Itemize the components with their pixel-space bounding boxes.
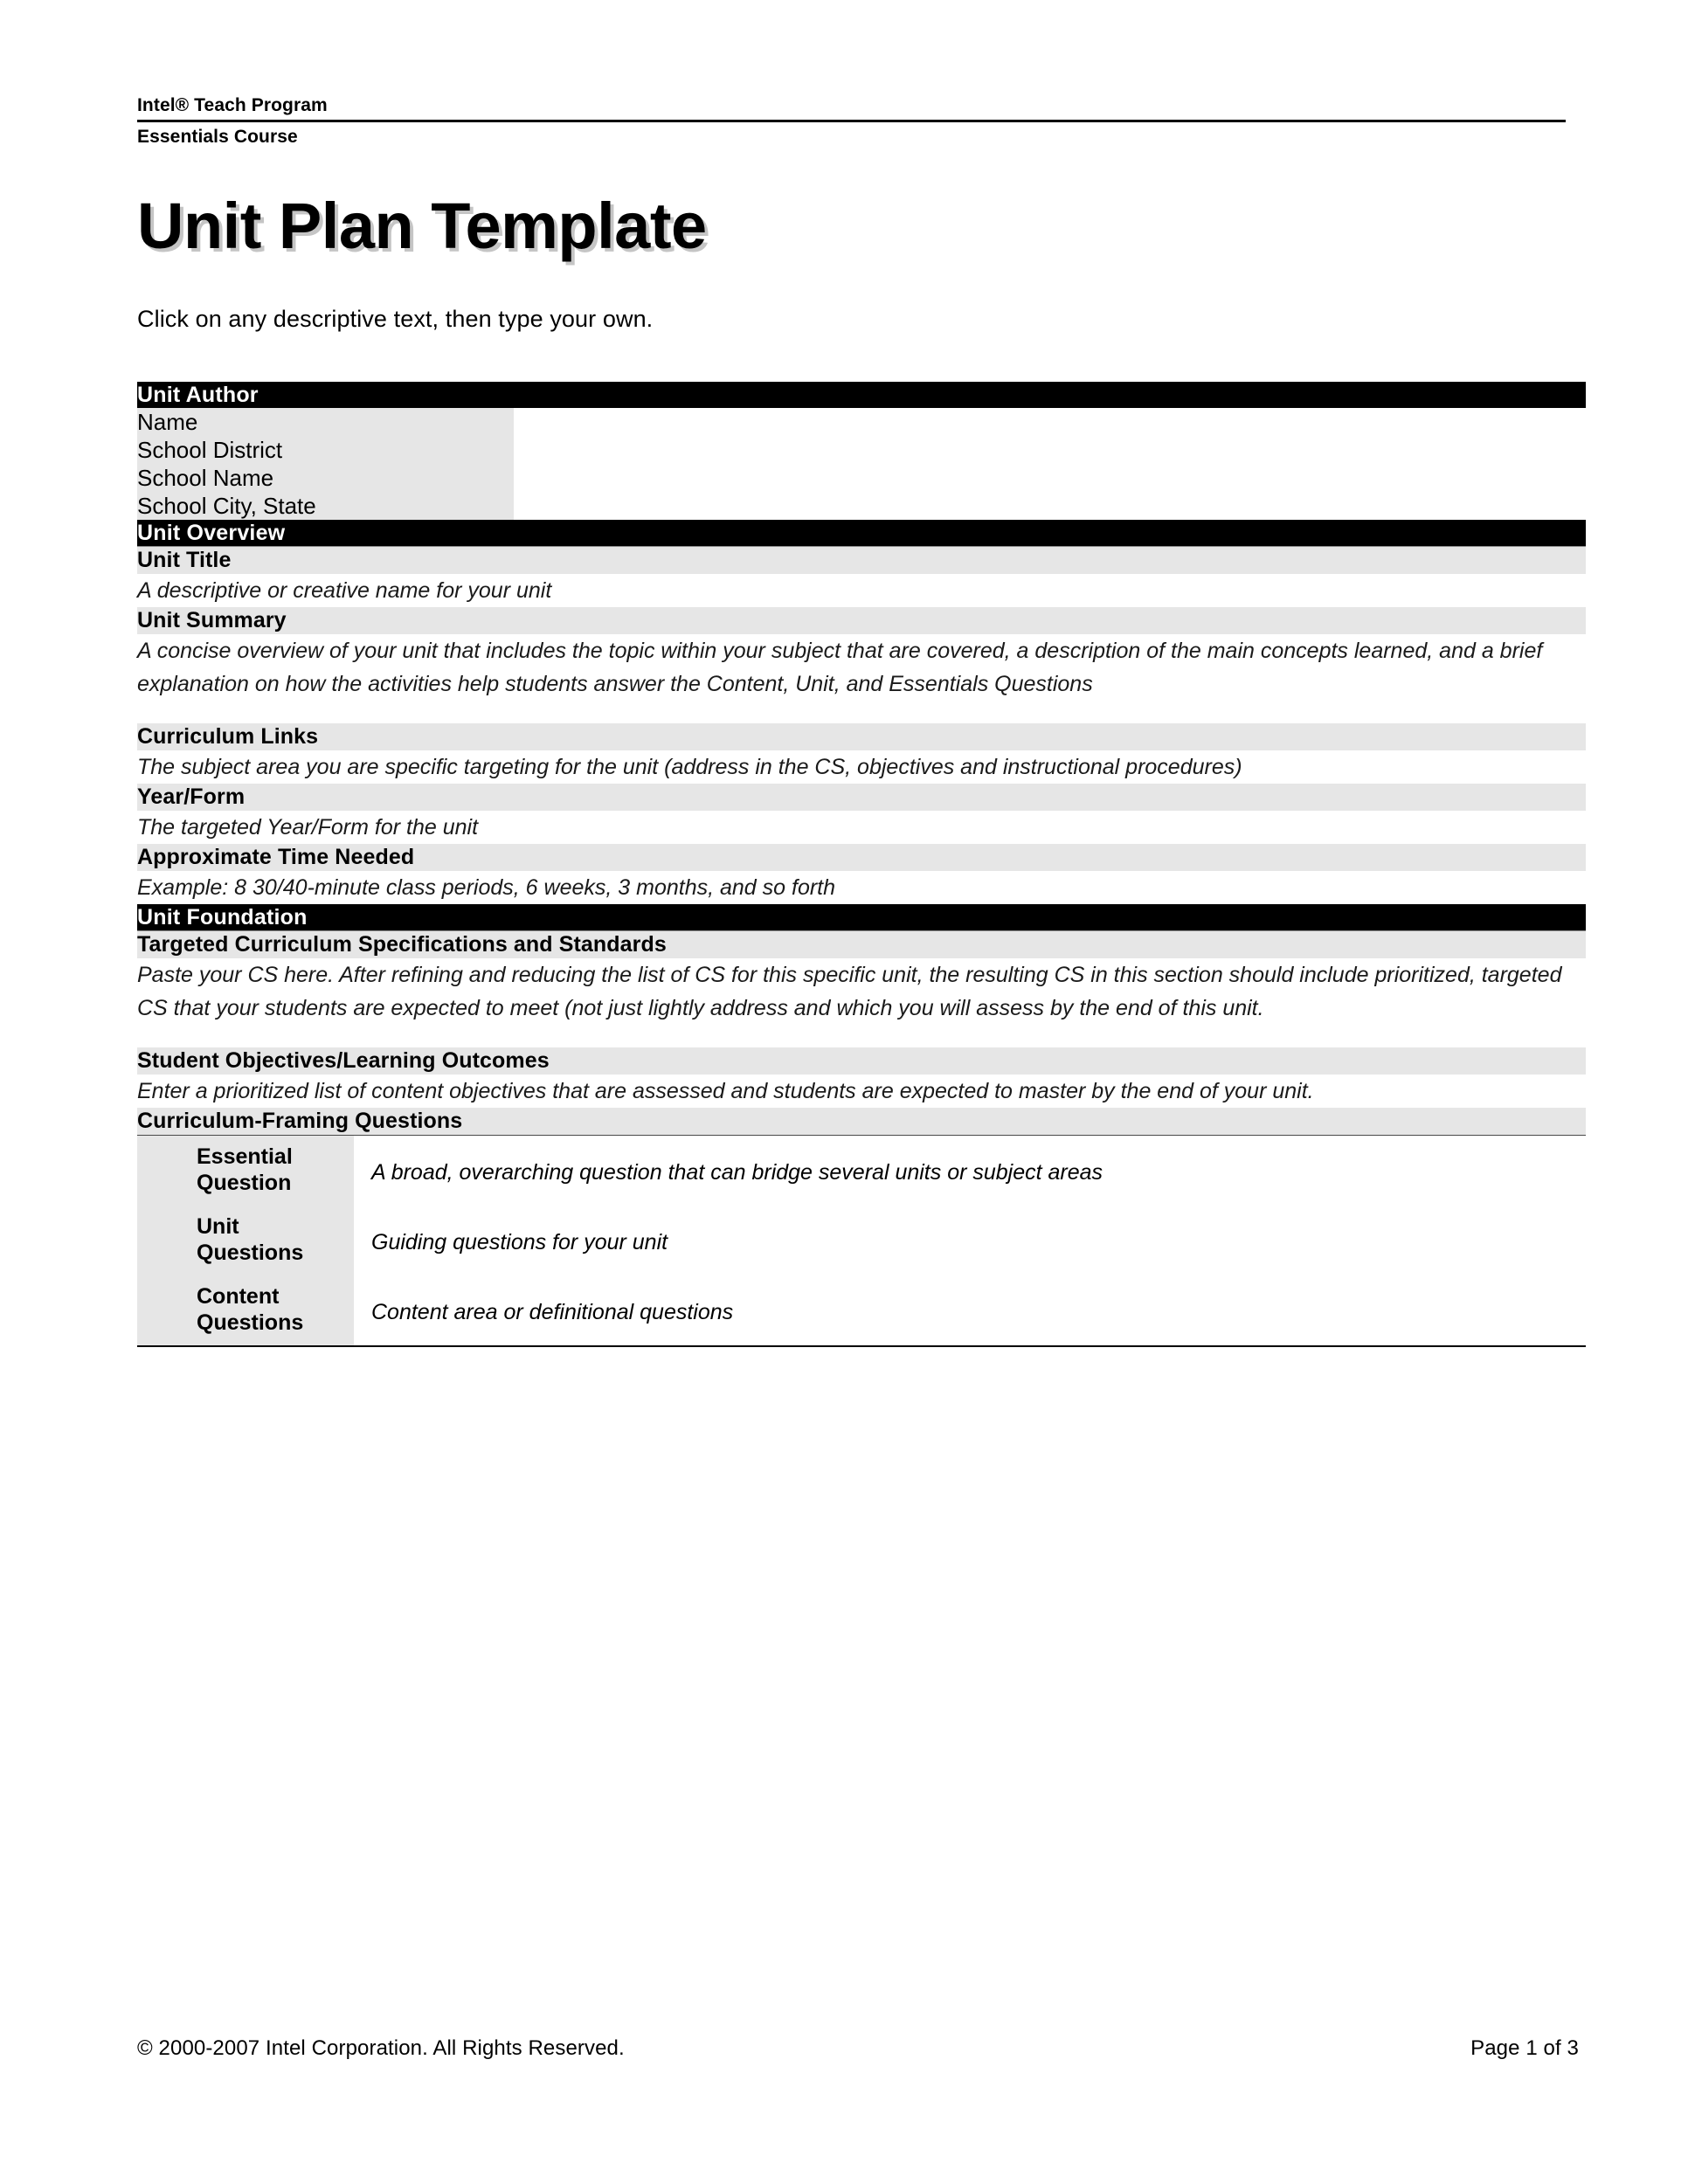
subheading-year-form: Year/Form <box>137 784 1586 811</box>
table-row <box>137 1206 1586 1275</box>
table-row <box>137 464 1586 492</box>
band-label-unit-overview: Unit Overview <box>137 520 1586 547</box>
curriculum-framing-questions-row <box>137 1135 1586 1345</box>
subsection-heading-row <box>137 723 1586 750</box>
field-label-name: Name <box>137 408 514 436</box>
field-value-school-name[interactable] <box>514 464 1586 492</box>
table-row <box>137 1275 1586 1345</box>
instruction-text: Click on any descriptive text, then type your own. <box>137 306 654 332</box>
footer-page-number: Page 1 of 3 <box>1470 2036 1579 2060</box>
cfq-label-line1: Unit <box>197 1214 239 1239</box>
field-value-school-district[interactable] <box>514 436 1586 464</box>
subheading-unit-title: Unit Title <box>137 547 1586 575</box>
course-name: Essentials Course <box>137 127 298 147</box>
placeholder-targeted-curriculum-specifications[interactable]: Paste your CS here. After refining and reducing the list of CS for this specific unit, the resulting CS in this section should include prioritized, targeted CS that your students are expected to meet (not just lightly address and which you will assess by the end of this unit. <box>137 958 1586 1047</box>
subsection-heading-row <box>137 784 1586 811</box>
cfq-label-line1: Content <box>197 1284 280 1309</box>
table-row <box>137 750 1586 784</box>
cfq-label-line2: Questions <box>197 1241 304 1265</box>
placeholder-unit-title[interactable]: A descriptive or creative name for your unit <box>137 574 1586 607</box>
subheading-unit-summary: Unit Summary <box>137 607 1586 634</box>
placeholder-year-form[interactable]: The targeted Year/Form for the unit <box>137 811 1586 844</box>
table-row <box>137 408 1586 436</box>
subsection-heading-row <box>137 931 1586 959</box>
subheading-curriculum-framing-questions: Curriculum-Framing Questions <box>137 1108 1586 1135</box>
field-label-school-name: School Name <box>137 464 514 492</box>
table-row <box>137 634 1586 723</box>
field-value-name[interactable] <box>514 408 1586 436</box>
cfq-label-line1: Essential <box>197 1144 293 1169</box>
table-row <box>137 1075 1586 1108</box>
cfq-label-essential-question <box>197 1136 354 1206</box>
section-band-unit-foundation <box>137 904 1586 931</box>
field-value-school-city-state[interactable] <box>514 492 1586 520</box>
cfq-placeholder-essential-question[interactable]: A broad, overarching question that can bridge several units or subject areas <box>354 1136 1586 1206</box>
subheading-targeted-curriculum-specifications: Targeted Curriculum Specifications and Standards <box>137 931 1586 959</box>
table-row <box>137 492 1586 520</box>
table-row <box>137 574 1586 607</box>
cfq-gutter <box>137 1136 197 1206</box>
cfq-label-content-questions <box>197 1275 354 1345</box>
band-label-unit-foundation: Unit Foundation <box>137 904 1586 931</box>
cfq-placeholder-content-questions[interactable]: Content area or definitional questions <box>354 1275 1586 1345</box>
section-band-unit-author <box>137 382 1586 408</box>
document-running-header <box>137 94 1566 149</box>
subsection-heading-row <box>137 607 1586 634</box>
document-footer <box>137 2035 1579 2062</box>
cfq-gutter <box>137 1275 197 1345</box>
footer-copyright: © 2000-2007 Intel Corporation. All Rights Reserved. <box>137 2036 625 2060</box>
subsection-heading-row <box>137 844 1586 871</box>
table-bottom-rule <box>137 1345 1586 1347</box>
table-row <box>137 811 1586 844</box>
cfq-label-unit-questions <box>197 1206 354 1275</box>
table-row <box>137 958 1586 1047</box>
table-row <box>137 871 1586 904</box>
curriculum-framing-questions-cell <box>137 1135 1586 1345</box>
subsection-heading-row <box>137 547 1586 575</box>
page-title: Unit Plan Template <box>137 190 707 262</box>
cfq-gutter <box>137 1206 197 1275</box>
field-label-school-district: School District <box>137 436 514 464</box>
placeholder-approximate-time-needed[interactable]: Example: 8 30/40-minute class periods, 6 weeks, 3 months, and so forth <box>137 871 1586 904</box>
subheading-student-objectives: Student Objectives/Learning Outcomes <box>137 1047 1586 1075</box>
cfq-placeholder-unit-questions[interactable]: Guiding questions for your unit <box>354 1206 1586 1275</box>
table-row <box>137 1136 1586 1206</box>
field-label-school-city-state: School City, State <box>137 492 514 520</box>
subheading-curriculum-links: Curriculum Links <box>137 723 1586 750</box>
section-band-unit-overview <box>137 520 1586 547</box>
placeholder-student-objectives[interactable]: Enter a prioritized list of content objectives that are assessed and students are expected to master by the end of your unit. <box>137 1075 1586 1108</box>
placeholder-curriculum-links[interactable]: The subject area you are specific targeting for the unit (address in the CS, objectives and instructional procedures) <box>137 750 1586 784</box>
program-name: Intel® Teach Program <box>137 95 328 115</box>
table-row <box>137 436 1586 464</box>
subsection-heading-row <box>137 1108 1586 1135</box>
subsection-heading-row <box>137 1047 1586 1075</box>
unit-plan-table <box>137 382 1586 1345</box>
cfq-label-line2: Question <box>197 1171 292 1195</box>
subheading-approximate-time-needed: Approximate Time Needed <box>137 844 1586 871</box>
placeholder-unit-summary[interactable]: A concise overview of your unit that includes the topic within your subject that are covered, a description of the main concepts learned, and a brief explanation on how the activities help students answer the Content, Unit, and Essentials Questions <box>137 634 1586 723</box>
band-label-unit-author: Unit Author <box>137 382 1586 408</box>
curriculum-framing-questions-table <box>137 1135 1586 1345</box>
cfq-label-line2: Questions <box>197 1310 304 1335</box>
